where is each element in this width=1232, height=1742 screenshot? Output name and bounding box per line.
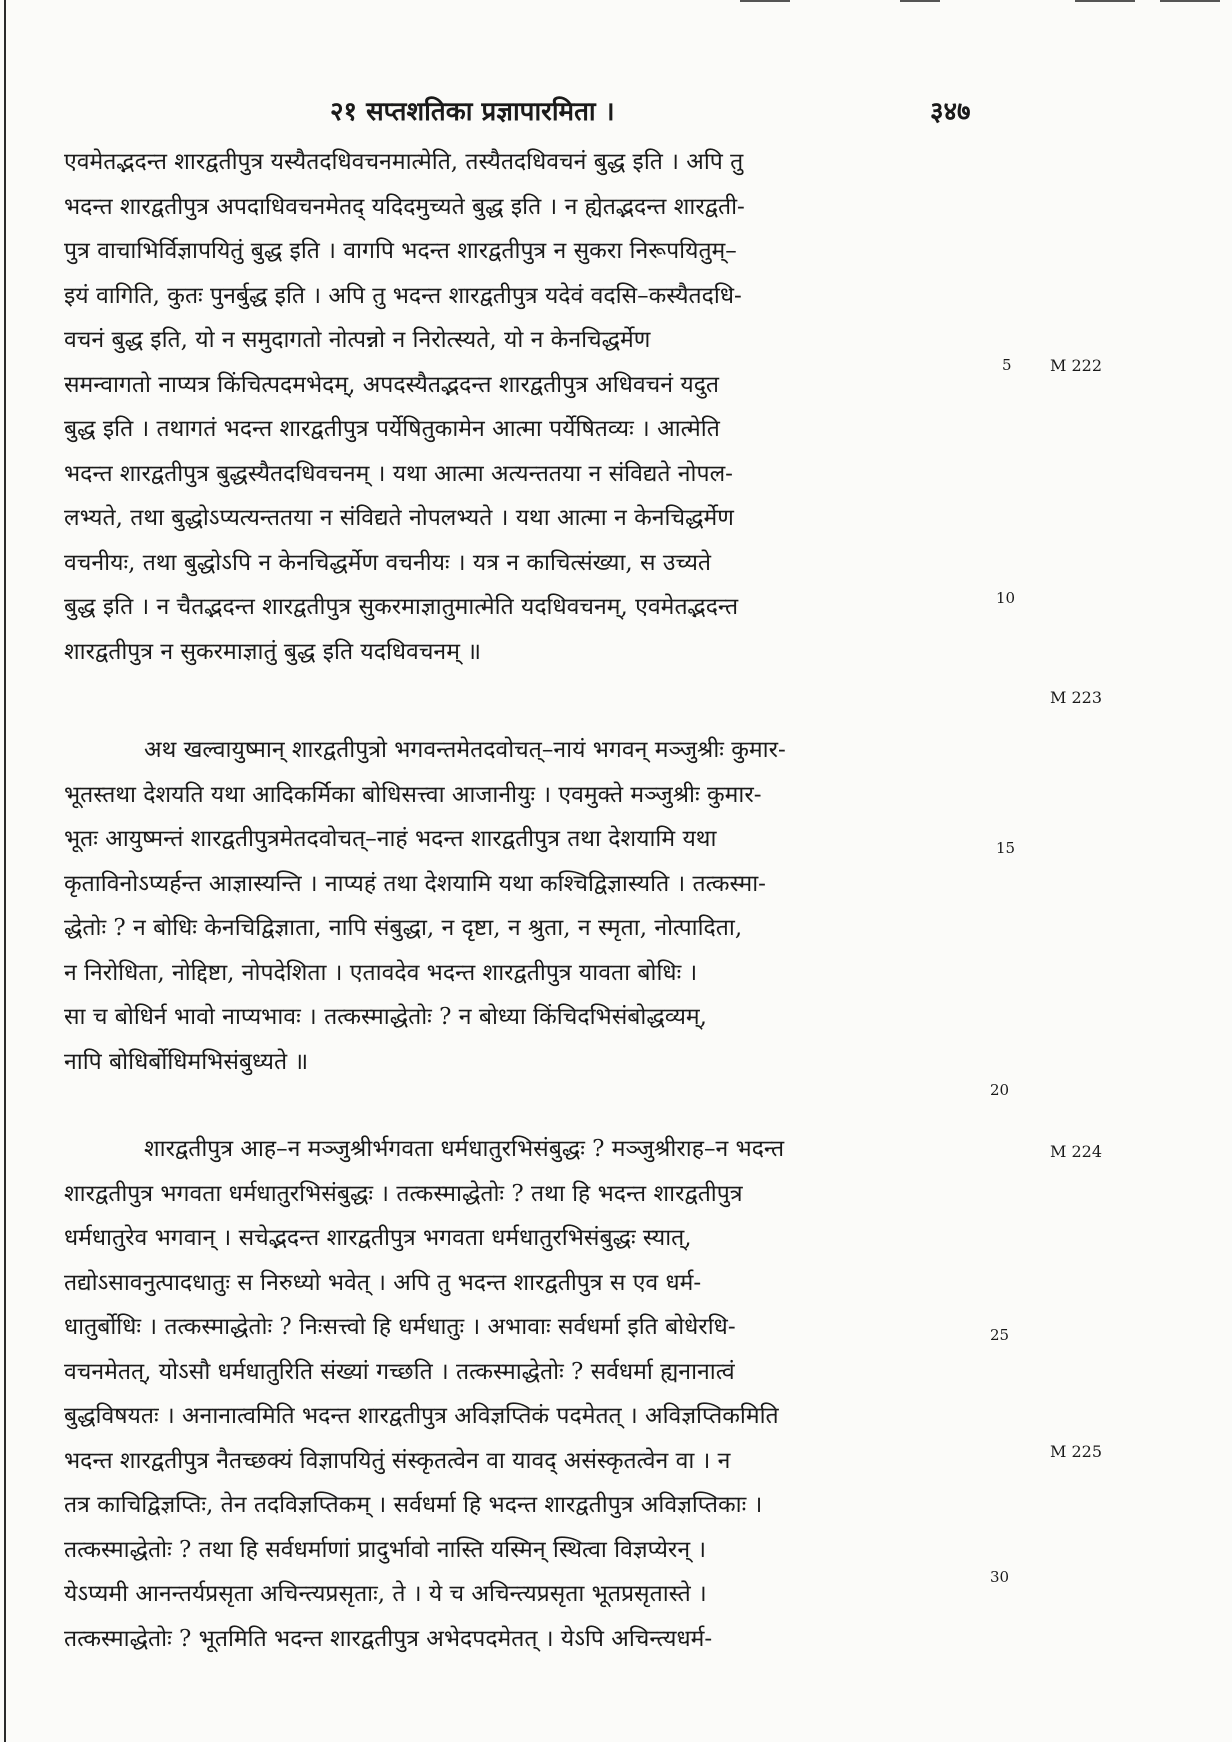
- text-line: शारद्वतीपुत्र न सुकरमाज्ञातुं बुद्ध इति यदधिवचनम् ॥: [64, 638, 482, 665]
- text-line: भदन्त शारद्वतीपुत्र नैतच्छक्यं विज्ञापयितुं संस्कृतत्वेन वा यावद् असंस्कृतत्वेन वा । न: [64, 1447, 731, 1474]
- margin-reference: M 223: [1050, 688, 1103, 707]
- text-line: बुद्धविषयतः । अनानात्वमिति भदन्त शारद्वतीपुत्र अविज्ञप्तिकं पदमेतत् । अविज्ञप्तिकमिति: [64, 1403, 779, 1429]
- running-header: [0, 92, 1232, 132]
- text-line: भदन्त शारद्वतीपुत्र बुद्धस्यैतदधिवचनम् । यथा आत्मा अत्यन्ततया न संविद्यते नोपल-: [64, 460, 733, 487]
- line-number: 15: [996, 839, 1016, 857]
- text-line: बुद्ध इति । तथागतं भदन्त शारद्वतीपुत्र पर्येषितुकामेन आत्मा पर्येषितव्यः । आत्मेति: [64, 416, 720, 442]
- text-line: वचनमेतत्, योऽसौ धर्मधातुरिति संख्यां गच्छति । तत्कस्माद्धेतोः ? सर्वधर्मा ह्यनानात्वं: [64, 1358, 735, 1385]
- line-number: 5: [1002, 356, 1012, 374]
- top-scan-mark: [900, 0, 940, 2]
- line-number: 25: [990, 1326, 1010, 1344]
- text-line: शारद्वतीपुत्र आह–न मञ्जुश्रीर्भगवता धर्मधातुरभिसंबुद्धः ? मञ्जुश्रीराह–न भदन्त: [144, 1136, 785, 1162]
- running-title: २१ सप्तशतिका प्रज्ञापारमिता ।: [330, 97, 615, 127]
- text-line: बुद्ध इति । न चैतद्भदन्त शारद्वतीपुत्र सुकरमाज्ञातुमात्मेति यदधिवचनम्, एवमेतद्भदन्त: [64, 594, 739, 620]
- top-scan-mark: [1075, 0, 1135, 2]
- line-number: 10: [996, 589, 1016, 607]
- paragraph: [64, 1127, 1000, 1661]
- text-line: द्धेतोः ? न बोधिः केनचिद्विज्ञाता, नापि संबुद्धा, न दृष्टा, न श्रुता, न स्मृता, नोत्पादिता,: [64, 915, 743, 941]
- text-line: पुत्र वाचाभिर्विज्ञापयितुं बुद्ध इति । वागपि भदन्त शारद्वतीपुत्र न सुकरा निरूपयितुम्–: [64, 238, 737, 264]
- margin-reference: M 225: [1050, 1442, 1103, 1461]
- line-number: 30: [990, 1568, 1010, 1586]
- top-scan-mark: [1160, 0, 1220, 2]
- text-line: धातुर्बोधिः । तत्कस्माद्धेतोः ? निःसत्त्वो हि धर्मधातुः । अभावाः सर्वधर्मा इति बोधेरधि-: [64, 1314, 736, 1340]
- left-scan-edge: [4, 0, 6, 1742]
- text-line: तत्कस्माद्धेतोः ? भूतमिति भदन्त शारद्वतीपुत्र अभेदपदमेतत् । येऽपि अचिन्त्यधर्म-: [64, 1625, 713, 1652]
- text-line: तत्कस्माद्धेतोः ? तथा हि सर्वधर्माणां प्रादुर्भावो नास्ति यस्मिन् स्थित्वा विज्ञप्येरन् ।: [64, 1536, 707, 1563]
- text-line: भदन्त शारद्वतीपुत्र अपदाधिवचनमेतद् यदिदमुच्यते बुद्ध इति । न ह्येतद्भदन्त शारद्वती-: [64, 193, 745, 220]
- text-line: वचनीयः, तथा बुद्धोऽपि न केनचिद्धर्मेण वचनीयः । यत्र न काचित्संख्या, स उच्यते: [64, 549, 712, 576]
- text-line: भूतस्तथा देशयति यथा आदिकर्मिका बोधिसत्त्वा आजानीयुः । एवमुक्ते मञ्जुश्रीः कुमार-: [64, 781, 762, 808]
- text-line: कृताविनोऽप्यर्हन्त आज्ञास्यन्ति । नाप्यहं तथा देशयामि यथा कश्चिद्विज्ञास्यति । तत्कस्मा-: [64, 870, 766, 897]
- text-line: धर्मधातुरेव भगवान् । सचेद्भदन्त शारद्वतीपुत्र भगवता धर्मधातुरभिसंबुद्धः स्यात्,: [64, 1225, 692, 1251]
- text-line: भूतः आयुष्मन्तं शारद्वतीपुत्रमेतदवोचत्–नाहं भदन्त शारद्वतीपुत्र तथा देशयामि यथा: [64, 826, 717, 852]
- text-line: समन्वागतो नाप्यत्र किंचित्पदमभेदम्, अपदस्यैतद्भदन्त शारद्वतीपुत्र अधिवचनं यदुत: [64, 371, 720, 398]
- paragraph: [64, 728, 1000, 1084]
- page-number: ३४७: [930, 97, 971, 127]
- text-line: तत्र काचिद्विज्ञप्तिः, तेन तदविज्ञप्तिकम् । सर्वधर्मा हि भदन्त शारद्वतीपुत्र अविज्ञप्तिकाः ।: [64, 1492, 763, 1518]
- text-line: नापि बोधिर्बोधिमभिसंबुध्यते ॥: [64, 1048, 309, 1075]
- text-line: इयं वागिति, कुतः पुनर्बुद्ध इति । अपि तु भदन्त शारद्वतीपुत्र यदेवं वदसि–कस्यैतदधि-: [64, 282, 742, 309]
- text-line: न निरोधिता, नोद्दिष्टा, नोपदेशिता । एतावदेव भदन्त शारद्वतीपुत्र यावता बोधिः ।: [64, 959, 698, 986]
- paragraph: [64, 140, 1000, 674]
- text-line: अथ खल्वायुष्मान् शारद्वतीपुत्रो भगवन्तमेतदवोचत्–नायं भगवन् मञ्जुश्रीः कुमार-: [144, 737, 786, 763]
- text-line: वचनं बुद्ध इति, यो न समुदागतो नोत्पन्नो न निरोत्स्यते, यो न केनचिद्धर्मेण: [64, 327, 651, 353]
- text-line: लभ्यते, तथा बुद्धोऽप्यत्यन्ततया न संविद्यते नोपलभ्यते । यथा आत्मा न केनचिद्धर्मेण: [64, 505, 734, 531]
- text-line: सा च बोधिर्न भावो नाप्यभावः । तत्कस्माद्धेतोः ? न बोध्या किंचिदभिसंबोद्धव्यम्,: [64, 1004, 707, 1030]
- margin-reference: M 222: [1050, 356, 1103, 375]
- text-line: शारद्वतीपुत्र भगवता धर्मधातुरभिसंबुद्धः । तत्कस्माद्धेतोः ? तथा हि भदन्त शारद्वतीपुत्र: [64, 1180, 743, 1207]
- line-number: 20: [990, 1081, 1010, 1099]
- text-line: येऽप्यमी आनन्तर्यप्रसृता अचिन्त्यप्रसृताः, ते । ये च अचिन्त्यप्रसृता भूतप्रसृतास्ते ।: [64, 1581, 707, 1607]
- text-line: तद्योऽसावनुत्पादधातुः स निरुध्यो भवेत् । अपि तु भदन्त शारद्वतीपुत्र स एव धर्म-: [64, 1269, 702, 1296]
- text-line: एवमेतद्भदन्त शारद्वतीपुत्र यस्यैतदधिवचनमात्मेति, तस्यैतदधिवचनं बुद्ध इति । अपि तु: [64, 149, 744, 175]
- margin-reference: M 224: [1050, 1142, 1103, 1161]
- top-scan-mark: [740, 0, 790, 2]
